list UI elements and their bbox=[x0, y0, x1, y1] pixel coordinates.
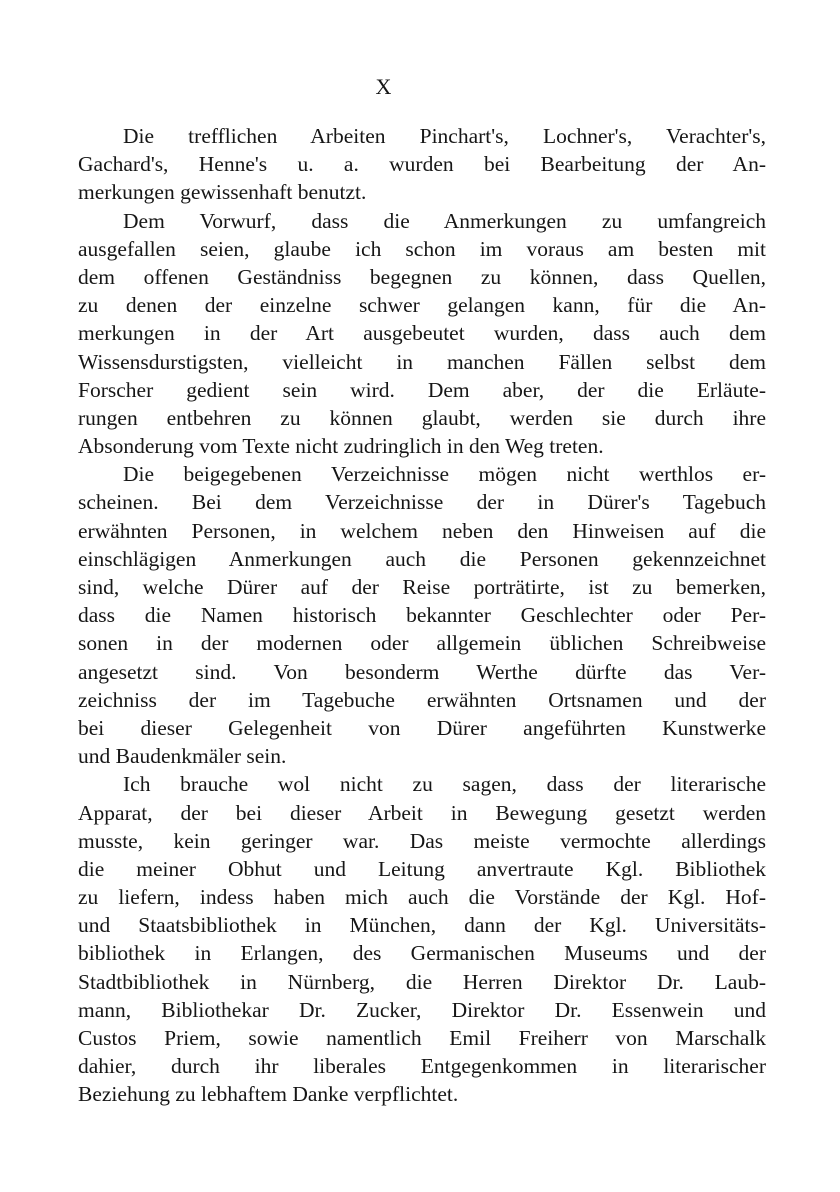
text-line: Die beigegebenen Verzeichnisse mögen nicht werthlos er- bbox=[123, 462, 766, 487]
text-line: zeichniss der im Tagebuche erwähnten Ortsnamen und der bbox=[78, 687, 766, 712]
text-line: rungen entbehren zu können glaubt, werden sie durch ihre bbox=[78, 405, 766, 430]
text-line: dahier, durch ihr liberales Entgegenkommen in literarischer bbox=[78, 1054, 766, 1079]
text-line: bei dieser Gelegenheit von Dürer angeführten Kunstwerke bbox=[78, 715, 766, 740]
text-line: scheinen. Bei dem Verzeichnisse der in Dürer's Tagebuch bbox=[78, 490, 766, 515]
text-line: sonen in der modernen oder allgemein üblichen Schreibweise bbox=[78, 631, 766, 656]
text-line: Stadtbibliothek in Nürnberg, die Herren Direktor Dr. Laub- bbox=[78, 969, 766, 994]
body-text bbox=[78, 122, 766, 1109]
page-number: X bbox=[375, 74, 393, 99]
text-line: Forscher gedient sein wird. Dem aber, der die Erläute- bbox=[78, 377, 766, 402]
paragraph bbox=[78, 770, 766, 1108]
paragraph bbox=[78, 122, 766, 207]
text-line: Wissensdurstigsten, vielleicht in manchen Fällen selbst dem bbox=[78, 349, 766, 374]
text-line: Custos Priem, sowie namentlich Emil Freiherr von Marschalk bbox=[78, 1026, 766, 1050]
text-line: zu denen der einzelne schwer gelangen kann, für die An- bbox=[78, 293, 766, 318]
text-line: erwähnten Personen, in welchem neben den Hinweisen auf die bbox=[78, 518, 766, 543]
text-line: und Baudenkmäler sein. bbox=[78, 744, 287, 769]
text-line: Apparat, der bei dieser Arbeit in Bewegung gesetzt werden bbox=[78, 800, 766, 825]
text-line: zu liefern, indess haben mich auch die Vorstände der Kgl. Hof- bbox=[78, 885, 766, 910]
text-line: Ich brauche wol nicht zu sagen, dass der literarische bbox=[123, 772, 766, 797]
text-line: die meiner Obhut und Leitung anvertraute Kgl. Bibliothek bbox=[78, 856, 766, 881]
text-line: ausgefallen seien, glaube ich schon im voraus am besten mit bbox=[78, 236, 766, 261]
text-line: Die trefflichen Arbeiten Pinchart's, Lochner's, Verachter's, bbox=[123, 124, 766, 148]
text-line: sind, welche Dürer auf der Reise porträtirte, ist zu bemerken, bbox=[78, 575, 766, 599]
text-line: Beziehung zu lebhaftem Danke verpflichtet. bbox=[78, 1082, 459, 1107]
text-line: Absonderung vom Texte nicht zudringlich in den Weg treten. bbox=[78, 434, 604, 459]
text-line: dass die Namen historisch bekannter Geschlechter oder Per- bbox=[78, 603, 766, 628]
text-line: dem offenen Geständniss begegnen zu können, dass Quellen, bbox=[78, 264, 766, 289]
text-line: mann, Bibliothekar Dr. Zucker, Direktor Dr. Essenwein und bbox=[78, 997, 766, 1022]
text-line: bibliothek in Erlangen, des Germanischen Museums und der bbox=[78, 941, 766, 966]
paragraph bbox=[78, 207, 766, 461]
text-line: merkungen in der Art ausgebeutet wurden, dass auch dem bbox=[78, 321, 766, 346]
text-line: Gachard's, Henne's u. a. wurden bei Bearbeitung der An- bbox=[78, 152, 766, 177]
text-line: angesetzt sind. Von besonderm Werthe dürfte das Ver- bbox=[78, 659, 766, 684]
text-line: und Staatsbibliothek in München, dann der Kgl. Universitäts- bbox=[78, 913, 766, 938]
text-line: merkungen gewissenhaft benutzt. bbox=[78, 180, 367, 205]
paragraph bbox=[78, 460, 766, 770]
text-line: Dem Vorwurf, dass die Anmerkungen zu umfangreich bbox=[123, 208, 766, 233]
text-line: einschlägigen Anmerkungen auch die Personen gekennzeichnet bbox=[78, 546, 766, 571]
text-line: musste, kein geringer war. Das meiste vermochte allerdings bbox=[78, 828, 766, 853]
